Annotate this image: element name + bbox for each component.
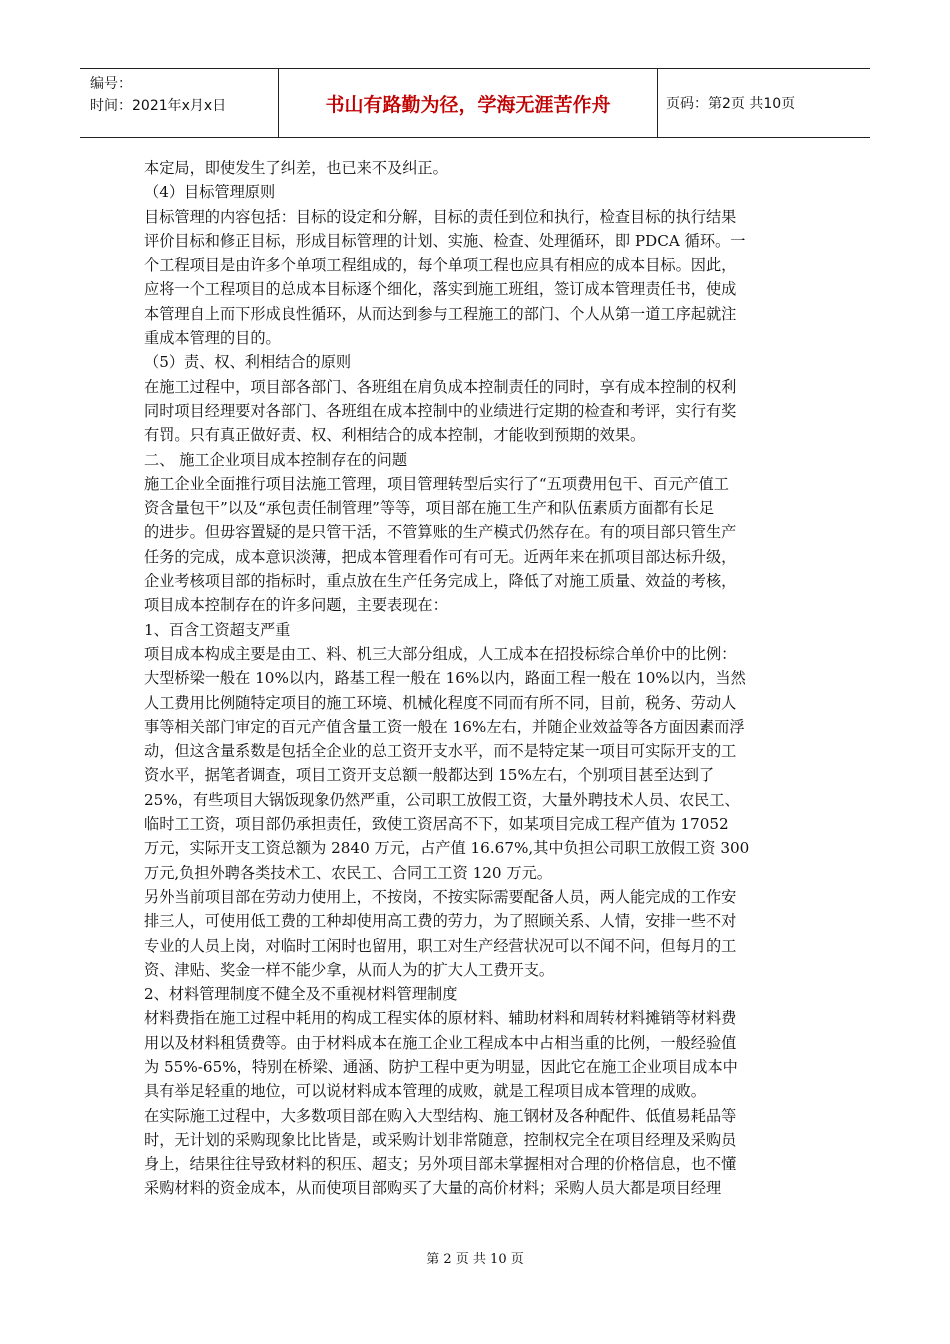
body-text-line: 目标管理的内容包括：目标的设定和分解，目标的责任到位和执行，检查目标的执行结果 xyxy=(144,207,737,226)
body-text-line: 有罚。只有真正做好责、权、利相结合的成本控制，才能收到预期的效果。 xyxy=(144,426,646,445)
body-text-line: 任务的完成，成本意识淡薄，把成本管理看作可有可无。近两年来在抓项目部达标升级， xyxy=(144,547,737,566)
body-text-line: 临时工工资，项目部仍承担责任，致使工资居高不下，如某项目完成工程产值为 17052 xyxy=(144,815,729,834)
body-text-line: 本管理自上而下形成良性循环，从而达到参与工程施工的部门、个人从第一道工序起就注 xyxy=(144,304,737,323)
document-number-label: 编号： xyxy=(90,76,132,92)
body-text-line: 个工程项目是由许多个单项工程组成的，每个单项工程也应具有相应的成本目标。因此， xyxy=(144,256,737,275)
body-text-line: 企业考核项目部的指标时，重点放在生产任务完成上，降低了对施工质量、效益的考核， xyxy=(144,572,737,591)
body-text-line: 大型桥梁一般在 10%以内，路基工程一般在 16%以内，路面工程一般在 10%以内，当然 xyxy=(144,669,746,688)
body-text-line: 二、 施工企业项目成本控制存在的问题 xyxy=(144,450,408,469)
body-text-line: 资含量包干”以及“承包责任制管理”等等，项目部在施工生产和队伍素质方面都有长足 xyxy=(144,499,715,518)
body-text-line: 身上，结果往往导致材料的积压、超支；另外项目部未掌握相对合理的价格信息，也不懂 xyxy=(144,1155,737,1174)
header-page-number: 页码：第2页 共10页 xyxy=(666,96,796,112)
body-text-line: 材料费指在施工过程中耗用的构成工程实体的原材料、辅助材料和周转材料摊销等材料费 xyxy=(144,1009,737,1028)
body-text-line: 具有举足轻重的地位，可以说材料成本管理的成败，就是工程项目成本管理的成败。 xyxy=(144,1082,706,1101)
body-text-line: 本定局，即使发生了纠差，也已来不及纠正。 xyxy=(144,159,448,177)
body-text-line: 项目成本构成主要是由工、料、机三大部分组成，人工成本在招投标综合单价中的比例： xyxy=(144,644,737,663)
page-footer: 第 2 页 共 10 页 xyxy=(426,1252,524,1267)
body-text-line: 评价目标和修正目标，形成目标管理的计划、实施、检查、处理循环，即 PDCA 循环。一 xyxy=(144,231,746,250)
body-text-line: 为 55%-65%，特别在桥梁、通涵、防护工程中更为明显，因此它在施工企业项目成本中 xyxy=(144,1057,738,1076)
body-text-line: 资水平，据笔者调查，项目工资开支总额一般都达到 15%左右，个别项目甚至达到了 xyxy=(144,766,715,785)
body-text-line: 的进步。但毋容置疑的是只管干活，不管算账的生产模式仍然存在。有的项目部只管生产 xyxy=(144,523,737,542)
body-text-line: 2、材料管理制度不健全及不重视材料管理制度 xyxy=(144,985,458,1004)
header-left-cell xyxy=(80,69,278,137)
body-text-line: 在实际施工过程中，大多数项目部在购入大型结构、施工钢材及各种配件、低值易耗品等 xyxy=(144,1106,737,1125)
body-text-line: 人工费用比例随特定项目的施工环境、机械化程度不同而有所不同，目前，税务、劳动人 xyxy=(144,693,737,712)
document-body xyxy=(144,156,808,1201)
body-text-line: （4）目标管理原则 xyxy=(144,183,276,202)
body-text-line: 采购材料的资金成本，从而使项目部购买了大量的高价材料；采购人员大都是项目经理 xyxy=(144,1179,722,1198)
body-text-line: 施工企业全面推行项目法施工管理，项目管理转型后实行了“五项费用包干、百元产值工 xyxy=(144,474,729,493)
body-text-line: 同时项目经理要对各部门、各班组在成本控制中的业绩进行定期的检查和考评，实行有奖 xyxy=(144,401,737,420)
body-text-line: （5）责、权、利相结合的原则 xyxy=(144,353,352,372)
body-text-line: 项目成本控制存在的许多问题，主要表现在： xyxy=(144,596,448,615)
body-text-line: 应将一个工程项目的总成本目标逐个细化，落实到施工班组，签订成本管理责任书，使成 xyxy=(144,280,737,299)
body-text-line: 排三人，可使用低工费的工种却使用高工费的劳力，为了照顾关系、人情，安排一些不对 xyxy=(144,912,737,931)
body-text-line: 万元，实际开支工资总额为 2840 万元，占产值 16.67%,其中负担公司职工放假工资 300 xyxy=(144,839,750,858)
page-header xyxy=(80,68,870,138)
body-text-line: 1、百含工资超支严重 xyxy=(144,620,291,639)
body-text-line: 用以及材料租赁费等。由于材料成本在施工企业工程成本中占相当重的比例，一般经验值 xyxy=(144,1033,737,1052)
document-date-label: 时间：2021年x月x日 xyxy=(90,98,227,114)
body-text-line: 事等相关部门审定的百元产值含量工资一般在 16%左右，并随企业效益等各方面因素而浮 xyxy=(144,717,745,736)
body-text-line: 时，无计划的采购现象比比皆是，或采购计划非常随意，控制权完全在项目经理及采购员 xyxy=(144,1130,737,1149)
header-motto: 书山有路勤为径，学海无涯苦作舟 xyxy=(278,69,658,137)
body-text-line: 在施工过程中，项目部各部门、各班组在肩负成本控制责任的同时，享有成本控制的权利 xyxy=(144,377,737,396)
body-text-line: 资、津贴、奖金一样不能少拿，从而人为的扩大人工费开支。 xyxy=(144,960,555,979)
body-text-line: 另外当前项目部在劳动力使用上，不按岗，不按实际需要配备人员，两人能完成的工作安 xyxy=(144,887,737,906)
body-text-line: 动，但这含量系数是包括全企业的总工资开支水平，而不是特定某一项目可实际开支的工 xyxy=(144,742,737,761)
body-text-line: 25%，有些项目大锅饭现象仍然严重，公司职工放假工资，大量外聘技术人员、农民工、 xyxy=(144,790,740,809)
body-text-line: 万元,负担外聘各类技术工、农民工、合同工工资 120 万元。 xyxy=(144,863,552,882)
body-text-line: 重成本管理的目的。 xyxy=(144,329,281,348)
body-text-line: 专业的人员上岗，对临时工闲时也留用，职工对生产经营状况可以不闻不问，但每月的工 xyxy=(144,936,737,955)
